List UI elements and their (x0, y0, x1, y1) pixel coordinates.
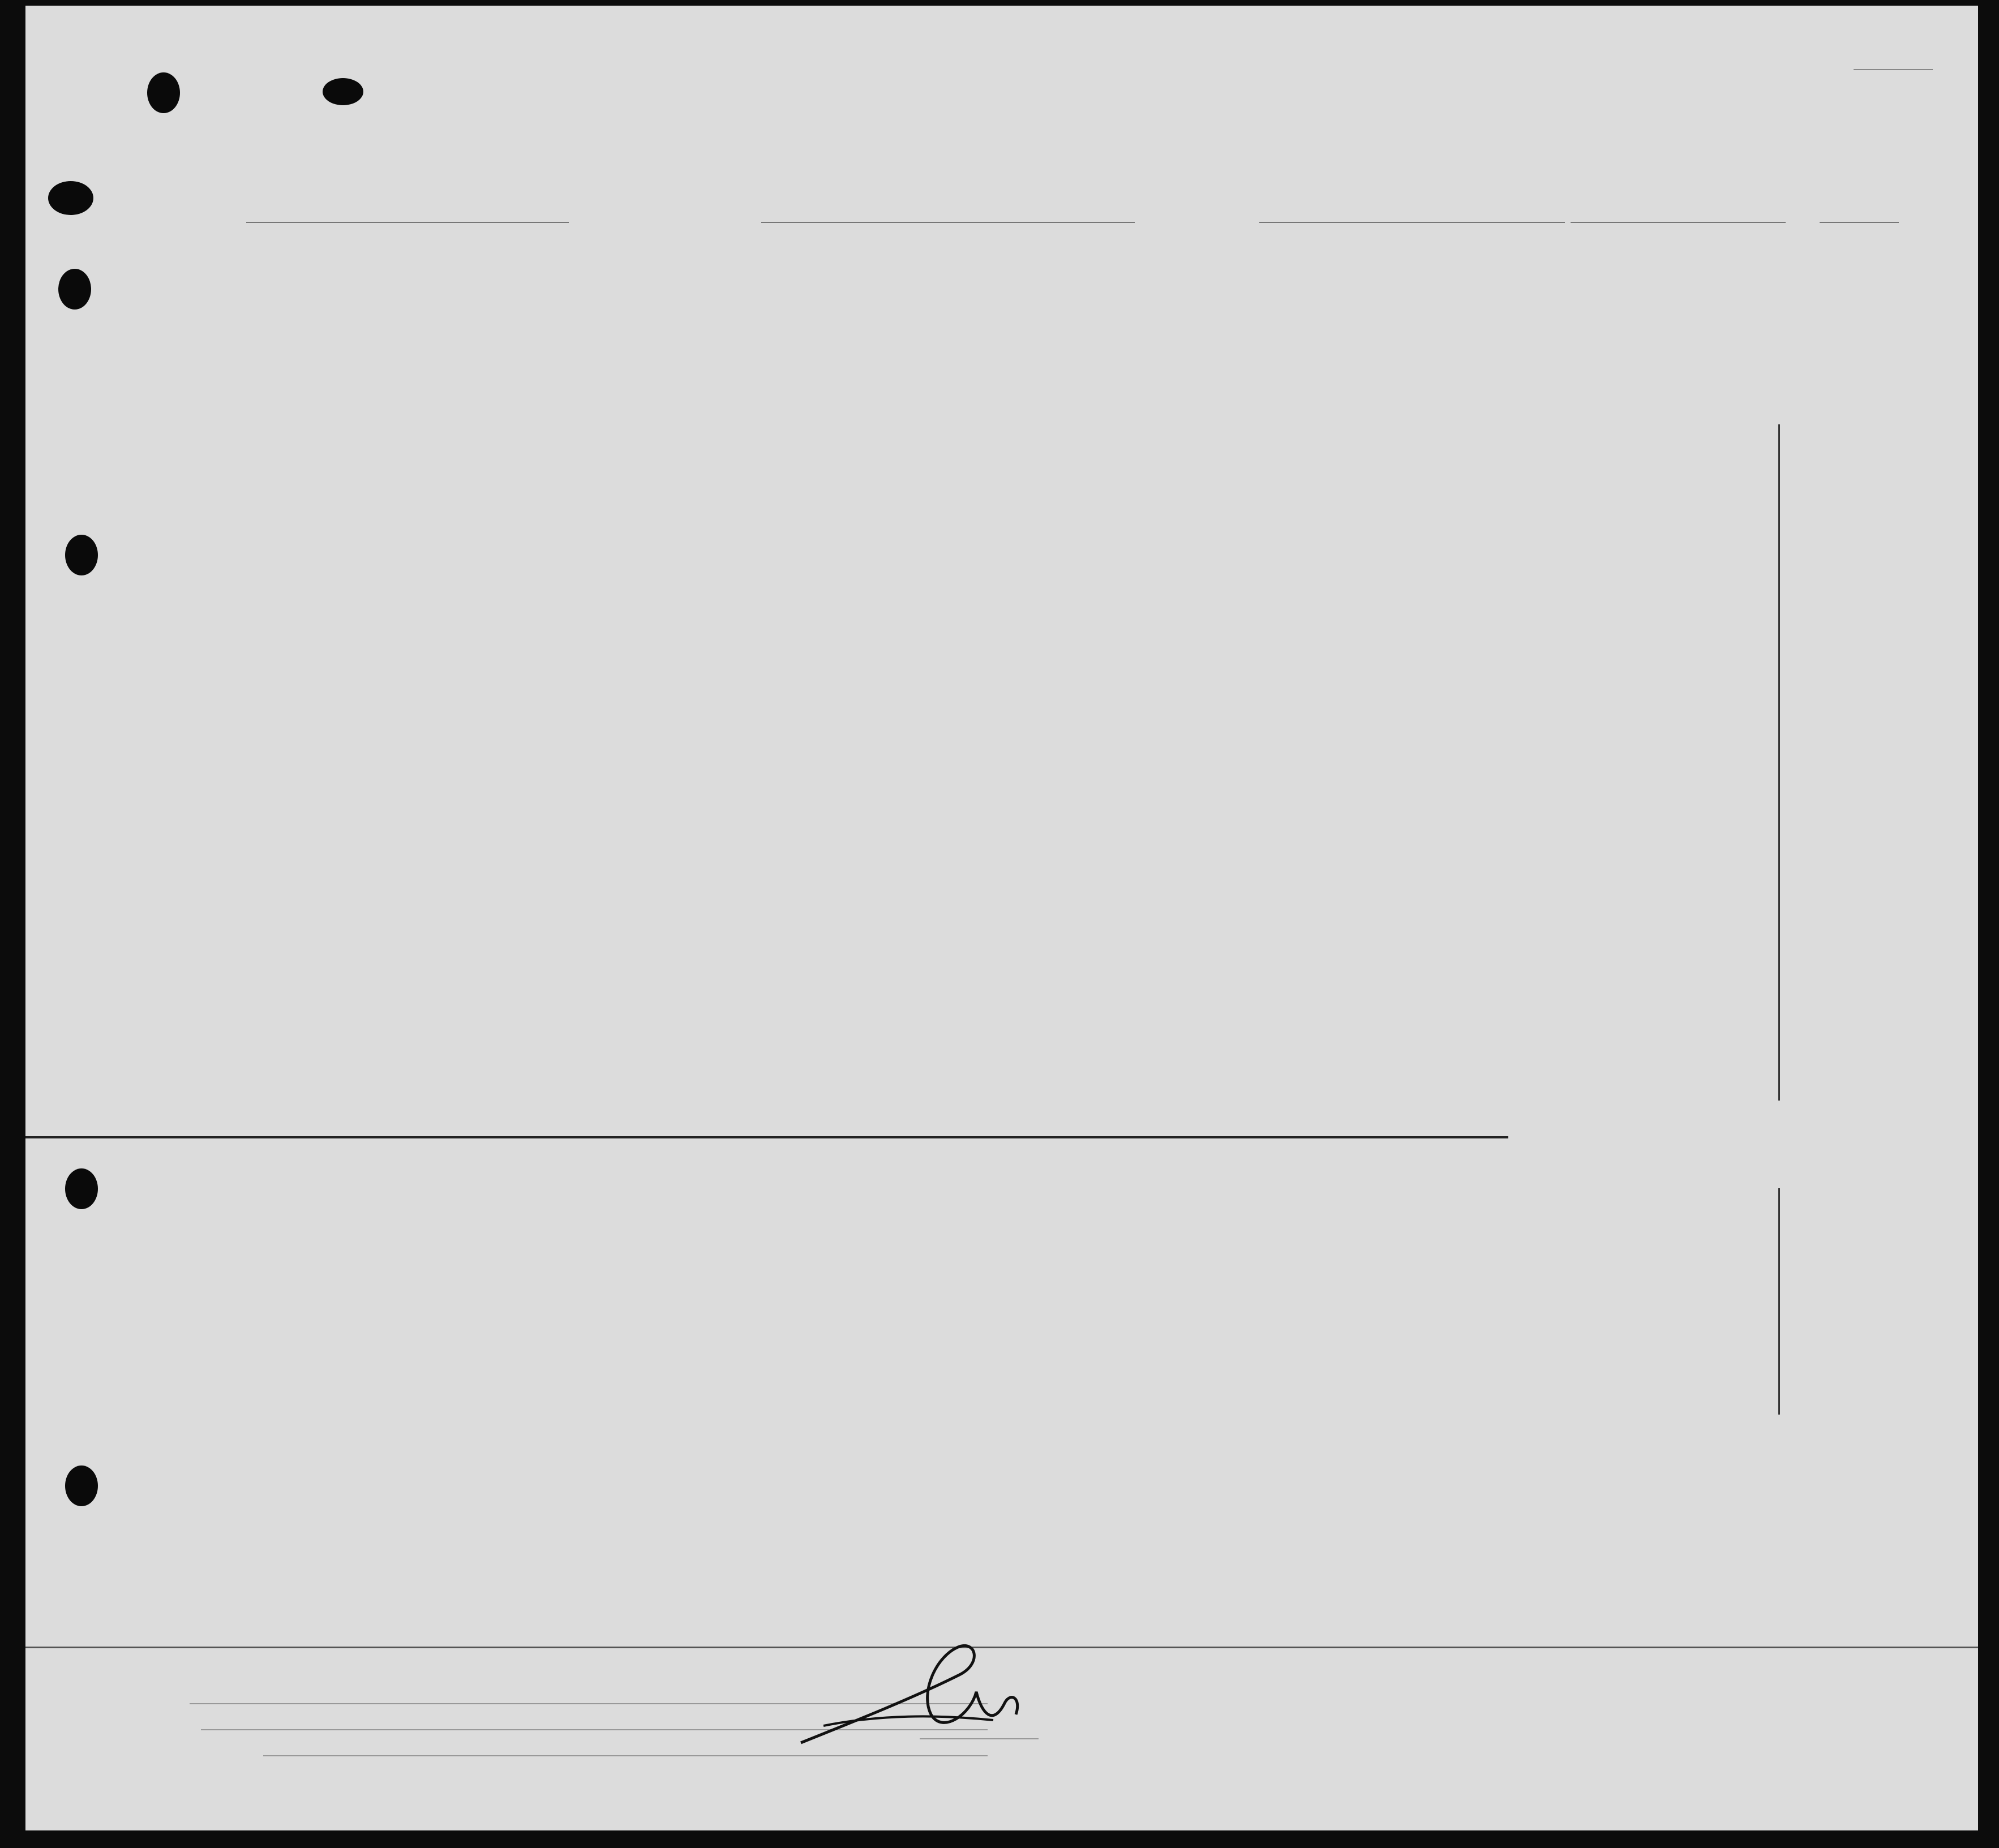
punch-hole (147, 72, 180, 113)
punch-hole (65, 1465, 98, 1506)
manifest-sheet (25, 6, 1978, 1830)
punch-hole (65, 1168, 98, 1209)
inspector-pen-line (1778, 1188, 1780, 1415)
punch-hole (65, 535, 98, 575)
punch-hole (48, 181, 93, 215)
punch-hole (323, 78, 363, 105)
inspector-pen-line (1778, 424, 1780, 1101)
punch-hole (58, 269, 91, 310)
inspector-signature (790, 1630, 1044, 1760)
row-19-strikethrough (25, 1136, 1508, 1138)
